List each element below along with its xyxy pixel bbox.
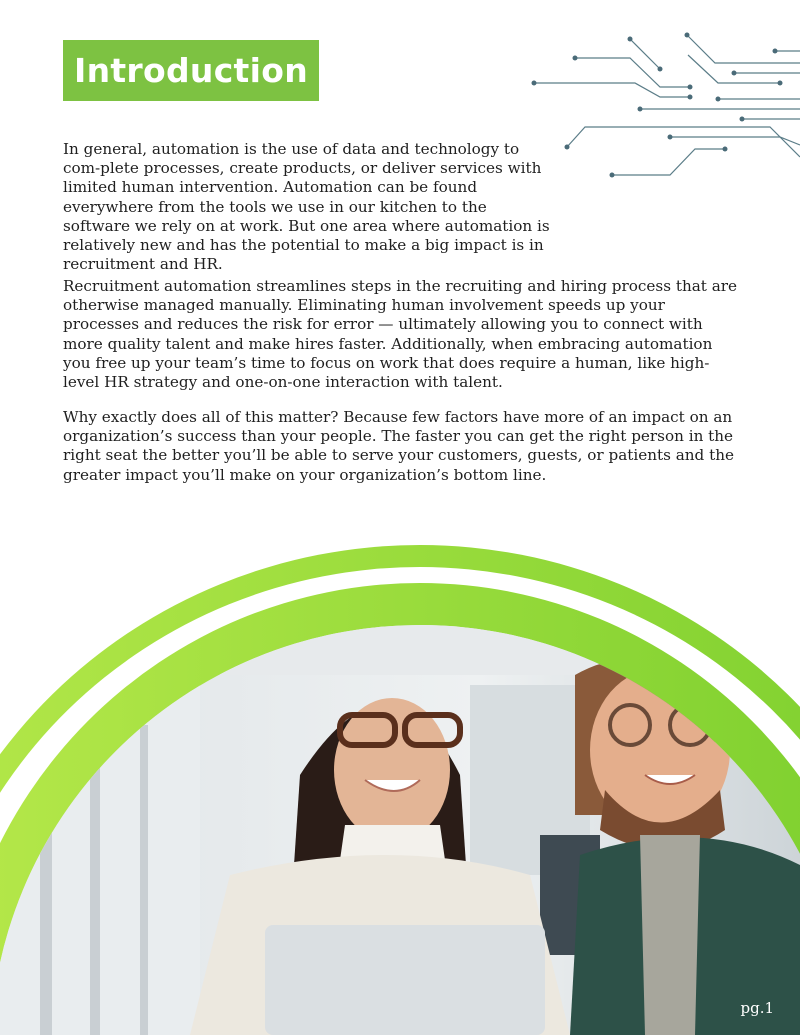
circuit-lines-graphic (520, 25, 800, 190)
page-number: pg.1 (740, 999, 774, 1017)
hero-photo-section (0, 535, 800, 1035)
intro-paragraph-3: Why exactly does all of this matter? Because few factors have more of an impact on an organization’s success than your people. The faster you can get the right person in the right seat the better you’ll be able to serve your customers, guests, or patients and the greater impact you’ll make on your organization’s bottom line. (63, 408, 734, 484)
intro-paragraph-2: Recruitment automation streamlines steps in the recruiting and hiring process that are otherwise managed manually. Eliminating human involvement speeds up your processes and reduces the risk for error — ultimately allowing you to connect with more quality talent and make hires faster. Additionally, when embracing automation you free up your team’s time to focus on work that does require a human, like high-level HR strategy and one-on-one interaction with talent. (63, 277, 738, 392)
title-banner (63, 40, 319, 101)
intro-paragraph-1: In general, automation is the use of data and technology to com-plete processes, create products, or deliver services with limited human intervention. Automation can be found everywhere from the tools we use in our kitchen to the software we rely on at work. But one area where automation is relatively new and has the potential to make a big impact is in recruitment and HR. (63, 140, 550, 274)
page-title: Introduction (73, 51, 309, 90)
